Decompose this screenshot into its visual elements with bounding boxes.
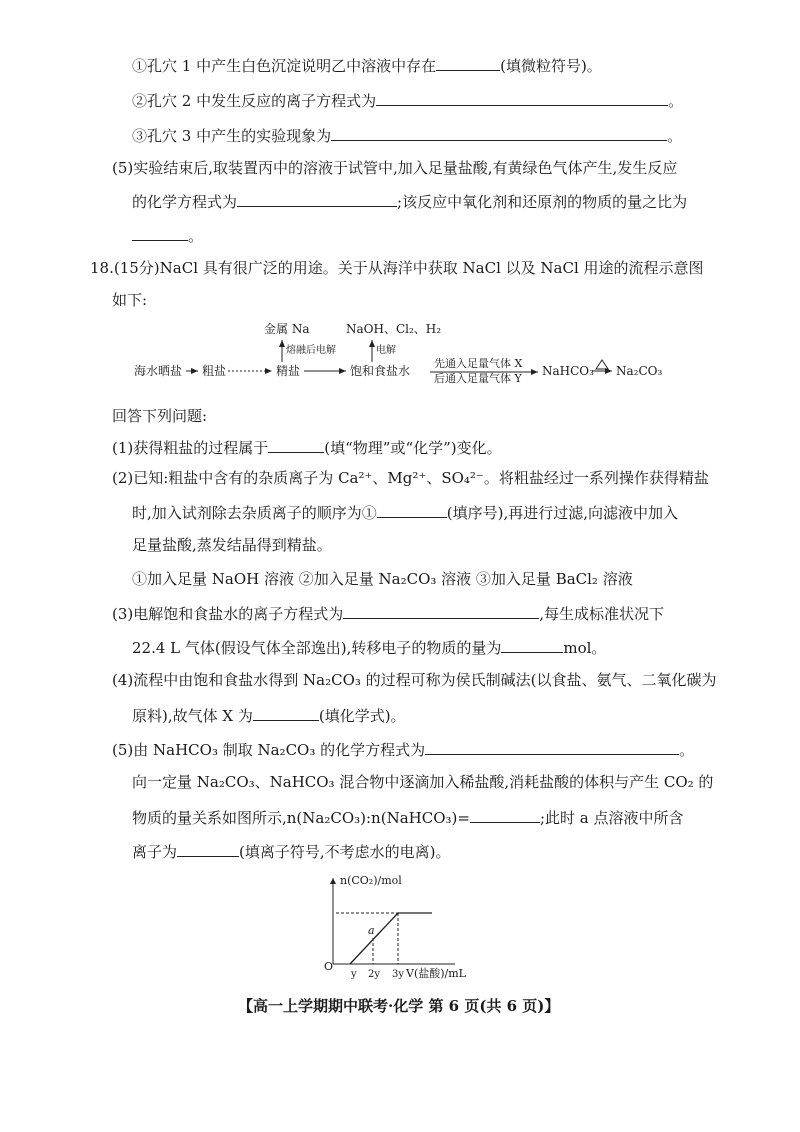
tick-label: y [351,969,357,980]
q18-sub2-options: ①加入足量 NaOH 溶液 ②加入足量 Na₂CO₃ 溶液 ③加入足量 BaCl₂ 溶液 [132,570,633,588]
tick-label: 3y [392,969,405,980]
q18-sub2-line-2: 时,加入试剂除去杂质离子的顺序为① (填序号),再进行过滤,向滤液中加入 [132,501,678,523]
q18-sub5-line-4: 离子为 (填离子符号,不考虑水的电离)。 [132,840,451,862]
flow-na2co3: Na₂CO₃ [616,364,663,378]
q17-part5-line-3: 。 [132,224,203,246]
q17-line-3: ③孔穴 3 中产生的实验现象为 。 [132,124,682,146]
q18-sub3-line-1: (3)电解饱和食盐水的离子方程式为 ,每生成标准状况下 [112,602,664,624]
flow-electrolysis-products: NaOH、Cl₂、H₂ [346,322,442,336]
flow-seawater: 海水晒盐 [134,364,183,378]
q18-sub4-line-1: (4)流程中由饱和食盐水得到 Na₂CO₃ 的过程可称为侯氏制碱法(以食盐、氨气、二氧化碳为 [112,671,717,689]
q17-part5-line-2: 的化学方程式为 ;该反应中氧化剂和还原剂的物质的量之比为 [132,190,687,212]
q18-sub3-line-2: 22.4 L 气体(假设气体全部逸出),转移电子的物质的量为 mol。 [132,636,606,658]
q18-sub2-line-1: (2)已知:粗盐中含有的杂质离子为 Ca²⁺、Mg²⁺、SO₄²⁻。将粗盐经过一系列操作获得精盐 [112,469,709,487]
q18-sub5-line-1: (5)由 NaHCO₃ 制取 Na₂CO₃ 的化学方程式为 。 [112,738,694,760]
flow-sodium-metal: 金属 Na [264,322,310,336]
flow-refined-salt: 精盐 [276,364,301,378]
q17-line-1: ①孔穴 1 中产生白色沉淀说明乙中溶液中存在 (填微粒符号)。 [132,54,602,76]
flow-gas-x: 先通入足量气体 X [434,357,523,370]
flow-brine: 饱和食盐水 [350,364,411,378]
tick-label: 2y [368,969,381,980]
q18-intro-line-2: 如下: [112,291,148,309]
x-axis-label: V(盐酸)/mL [406,967,466,980]
co2-rise-line [350,913,398,964]
point-a-label: a [368,924,375,937]
origin-label: O [324,960,334,973]
q17-part5-line-1: (5)实验结束后,取装置丙中的溶液于试管中,加入足量盐酸,有黄绿色气体产生,发生反应 [112,159,678,177]
q18-intro-line-1: 18.(15分)NaCl 具有很广泛的用途。关于从海洋中获取 NaCl 以及 NaCl 用途的流程示意图 [90,259,704,277]
q18-sub5-line-2: 向一定量 Na₂CO₃、NaHCO₃ 混合物中逐滴加入稀盐酸,消耗盐酸的体积与产生 CO₂ 的 [132,773,714,791]
q18-sub4-line-2: 原料),故气体 X 为 (填化学式)。 [132,704,406,726]
y-axis-label: n(CO₂)/mol [340,874,402,887]
flow-nahco3: NaHCO₃ [542,364,594,378]
q18-sub2-line-3: 足量盐酸,蒸发结晶得到精盐。 [132,536,332,554]
q17-line-2: ②孔穴 2 中发生反应的离子方程式为 。 [132,89,683,111]
flow-gas-y: 后通入足量气体 Y [434,372,522,385]
answer-prompt: 回答下列问题: [112,407,208,425]
flow-crude-salt: 粗盐 [202,364,227,378]
q18-sub1: (1)获得粗盐的过程属于 (填“物理”或“化学”)变化。 [112,436,502,458]
q18-sub5-line-3: 物质的量关系如图所示,n(Na₂CO₃):n(NaHCO₃)= ;此时 a 点溶液中所含 [132,806,683,828]
flow-melt-electrolysis: 熔融后电解 [286,345,336,356]
flow-electrolysis: 电解 [376,345,396,356]
page-footer: 【高一上学期期中联考·化学 第 6 页(共 6 页)】 [238,997,560,1015]
